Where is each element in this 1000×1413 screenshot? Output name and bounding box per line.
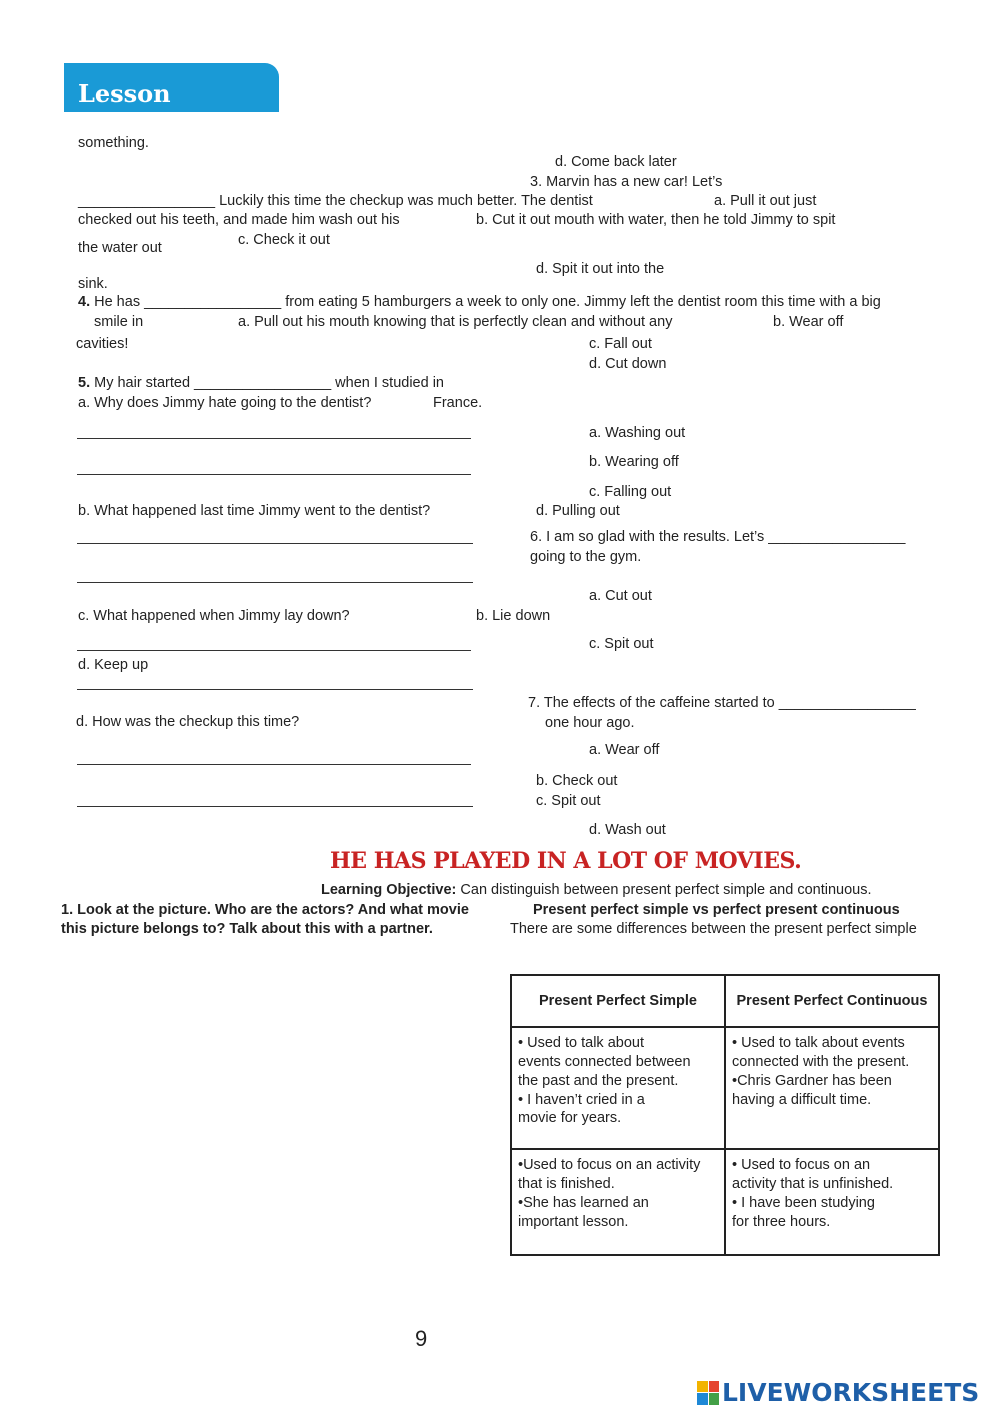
table-header-simple: Present Perfect Simple [511, 975, 725, 1027]
cell-line: having a difficult time. [732, 1091, 872, 1108]
objective-label: Learning Objective: [321, 882, 457, 898]
answer-line-d2[interactable] [77, 806, 473, 807]
learning-objective [321, 881, 872, 899]
cell-line: •Chris Gardner has been [732, 1072, 892, 1089]
table-cell-simple-usage [511, 1027, 725, 1149]
text-sink: sink. [78, 276, 108, 292]
answer-line-a1[interactable] [77, 438, 471, 439]
cell-line: activity that is unfinished. [732, 1175, 894, 1192]
answer-line-b1[interactable] [77, 543, 473, 544]
text-smile-in: smile in [94, 314, 144, 330]
question-4-text: He has _________________ from eating 5 hamburgers a week to only one. Jimmy left the dentist room this time with a big [90, 294, 881, 310]
question-7: 7. The effects of the caffeine started to _________________ [528, 695, 916, 711]
option-d-pulling-out: d. Pulling out [536, 503, 620, 519]
table-cell-continuous-usage [725, 1027, 939, 1149]
option-c-fall-out: c. Fall out [589, 336, 652, 352]
option-a-cut-out: a. Cut out [589, 588, 652, 604]
text-water-out: the water out [78, 240, 162, 256]
option-d-cut-down: d. Cut down [589, 356, 667, 372]
question-4 [78, 293, 881, 311]
question-b-last-time: b. What happened last time Jimmy went to the dentist? [78, 503, 431, 519]
cell-line: • Used to focus on an [732, 1157, 871, 1173]
text-cavities: cavities! [76, 336, 129, 352]
option-b-check-out: b. Check out [536, 773, 618, 789]
option-d-wash-out: d. Wash out [589, 822, 666, 838]
section-title: HE HAS PLAYED IN A LOT OF MOVIES. [330, 848, 802, 874]
question-6: 6. I am so glad with the results. Let’s _________________ [530, 529, 906, 545]
objective-text: Can distinguish between present perfect simple and continuous. [456, 882, 872, 898]
cell-line: movie for years. [518, 1110, 622, 1127]
text-france: France. [433, 395, 483, 411]
question-d-checkup: d. How was the checkup this time? [76, 714, 300, 730]
cell-line: important lesson. [518, 1213, 629, 1230]
option-b-cut-it-out: b. Cut it out mouth with water, then he told Jimmy to spit [476, 212, 836, 228]
option-d-spit-sink: d. Spit it out into the [536, 261, 665, 277]
option-d-keep-up: d. Keep up [78, 657, 149, 673]
question-4-number: 4. [78, 294, 91, 310]
cell-line: • I have been studying [732, 1194, 875, 1211]
question-5-number: 5. [78, 375, 91, 391]
option-c-falling-out: c. Falling out [589, 484, 672, 500]
option-a-washing-out: a. Washing out [589, 425, 686, 441]
option-b-wearing-off: b. Wearing off [589, 454, 679, 470]
table-cell-simple-focus [511, 1149, 725, 1255]
text-going-gym: going to the gym. [530, 549, 642, 565]
cell-line: connected with the present. [732, 1053, 910, 1070]
answer-line-d1[interactable] [77, 764, 471, 765]
question-c-lay-down: c. What happened when Jimmy lay down? [78, 608, 350, 624]
option-c-check-it-out: c. Check it out [238, 232, 330, 248]
option-d-come-back: d. Come back later [555, 154, 677, 170]
cell-line: that is finished. [518, 1175, 615, 1192]
question-3: 3. Marvin has a new car! Let’s [530, 174, 723, 190]
answer-line-b2[interactable] [77, 582, 473, 583]
cell-line: • I haven’t cried in a [518, 1091, 645, 1108]
option-c-spit-out-2: c. Spit out [536, 793, 601, 809]
text-checked-teeth: checked out his teeth, and made him wash out his [78, 212, 400, 228]
liveworksheets-brand: LIVEWORKSHEETS [722, 1378, 980, 1407]
liveworksheets-icon [697, 1381, 719, 1405]
table-header-continuous: Present Perfect Continuous [725, 975, 939, 1027]
liveworksheets-logo[interactable] [697, 1378, 979, 1407]
question-1-line-1: 1. Look at the picture. Who are the actors? And what movie [61, 902, 469, 918]
option-b-lie-down: b. Lie down [476, 608, 551, 624]
question-a-why: a. Why does Jimmy hate going to the dentist? [78, 395, 372, 411]
cell-line: •She has learned an [518, 1194, 649, 1211]
table-cell-continuous-focus [725, 1149, 939, 1255]
page-number: 9 [415, 1326, 428, 1351]
option-b-wear-off: b. Wear off [773, 314, 844, 330]
cell-line: • Used to talk about events [732, 1035, 905, 1051]
answer-line-c1[interactable] [77, 650, 471, 651]
cell-line: the past and the present. [518, 1072, 679, 1089]
comparison-title: Present perfect simple vs perfect present continuous [533, 902, 900, 918]
text-one-hour-ago: one hour ago. [545, 715, 635, 731]
text-something: something. [78, 135, 149, 151]
question-1-line-2: this picture belongs to? Talk about this with a partner. [61, 921, 433, 937]
option-a-pull-it-out: a. Pull it out just [714, 193, 817, 209]
cell-line: •Used to focus on an activity [518, 1157, 701, 1173]
question-5-text: My hair started _________________ when I studied in [90, 375, 444, 391]
option-c-spit-out: c. Spit out [589, 636, 654, 652]
comparison-intro: There are some differences between the present perfect simple [510, 921, 917, 937]
cell-line: for three hours. [732, 1213, 831, 1230]
answer-line-a2[interactable] [77, 474, 471, 475]
comparison-table [510, 974, 940, 1256]
answer-line-c2[interactable] [77, 689, 473, 690]
option-a-pull-mouth: a. Pull out his mouth knowing that is perfectly clean and without any [238, 314, 673, 330]
cell-line: events connected between [518, 1053, 691, 1070]
option-a-wear-off: a. Wear off [589, 742, 660, 758]
lesson-tab [64, 63, 279, 112]
cell-line: • Used to talk about [518, 1035, 644, 1051]
question-5 [78, 374, 444, 392]
text-luckily: _________________ Luckily this time the checkup was much better. The dentist [78, 193, 593, 209]
lesson-tab-label: Lesson [78, 79, 171, 108]
